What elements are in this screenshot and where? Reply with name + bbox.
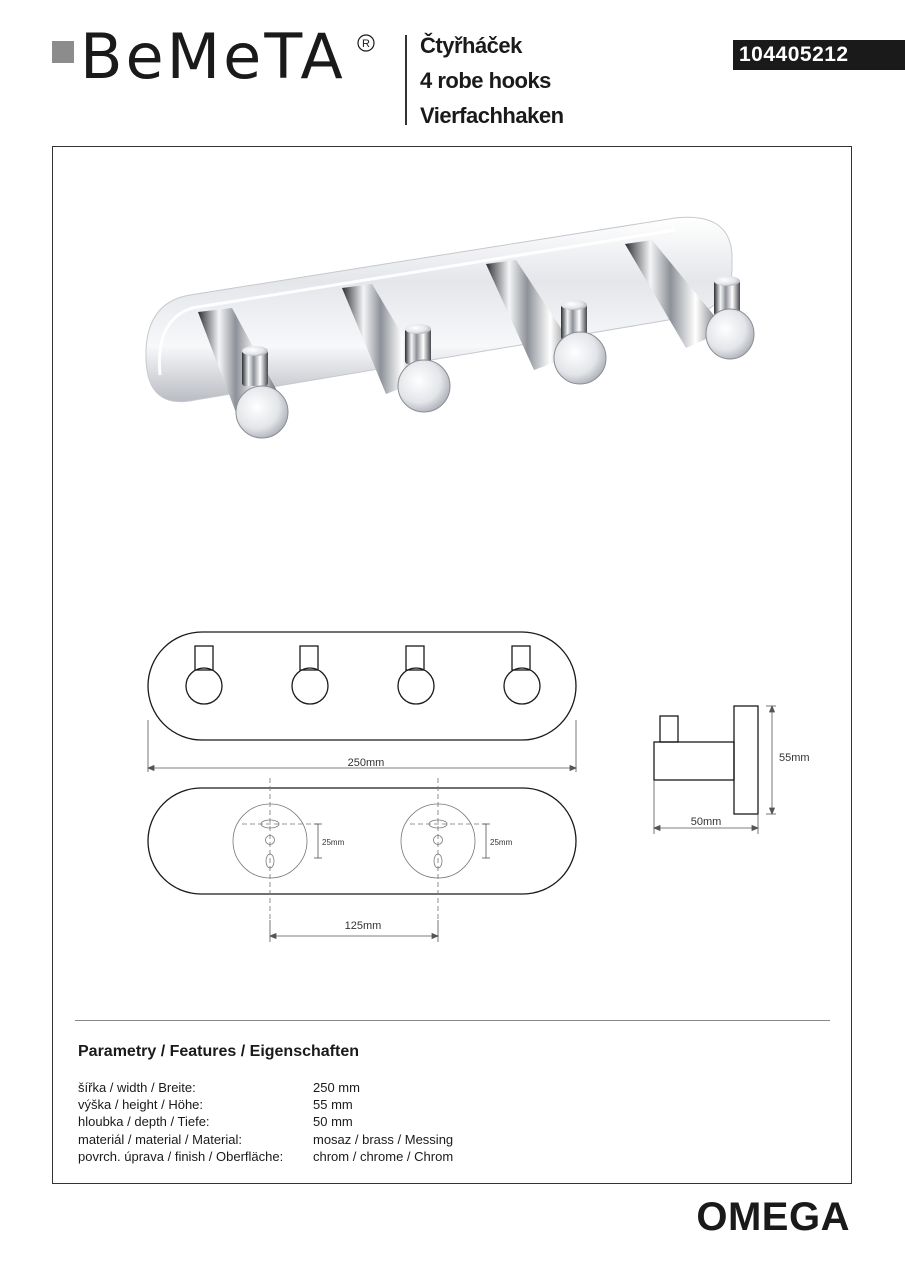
front-view-hooks bbox=[186, 646, 540, 704]
technical-drawing bbox=[130, 620, 830, 950]
mounting-points bbox=[233, 778, 488, 920]
product-title-czech: Čtyřháček bbox=[420, 33, 522, 58]
spec-value: chrom / chrome / Chrom bbox=[313, 1149, 454, 1164]
dim-hole-offset-right: 25mm bbox=[490, 838, 513, 847]
spec-label: šířka / width / Breite: bbox=[78, 1080, 196, 1095]
side-view-arm bbox=[654, 742, 734, 780]
dim-hole-spacing: 125mm bbox=[344, 920, 382, 932]
product-photo bbox=[120, 200, 780, 460]
features-heading: Parametry / Features / Eigenschaften bbox=[78, 1043, 359, 1060]
registered-mark-icon bbox=[357, 34, 375, 52]
spec-value: 55 mm bbox=[313, 1097, 353, 1112]
section-divider bbox=[75, 1020, 830, 1021]
logo-square bbox=[52, 41, 74, 63]
dim-hole-offset-left: 25mm bbox=[322, 838, 345, 847]
dim-depth: 50mm bbox=[690, 816, 722, 828]
side-view-tip bbox=[660, 716, 678, 742]
product-code-badge: 104405212 bbox=[733, 40, 905, 70]
spec-value: mosaz / brass / Messing bbox=[313, 1132, 454, 1147]
spec-label: výška / height / Höhe: bbox=[78, 1097, 204, 1112]
dim-overall-width: 250mm bbox=[347, 757, 385, 769]
spec-value: 250 mm bbox=[313, 1080, 360, 1095]
registered-mark-letter: R bbox=[362, 38, 370, 50]
spec-value: 50 mm bbox=[313, 1114, 353, 1129]
spec-label: hloubka / depth / Tiefe: bbox=[78, 1114, 210, 1129]
header-divider bbox=[405, 35, 407, 125]
spec-label: materiál / material / Material: bbox=[78, 1132, 242, 1147]
brand-logo-text: BeMeTA bbox=[80, 20, 346, 93]
side-view-plate bbox=[734, 706, 758, 814]
product-title-german: Vierfachhaken bbox=[420, 103, 564, 128]
product-title-english: 4 robe hooks bbox=[420, 68, 551, 93]
dim-height: 55mm bbox=[779, 752, 810, 764]
spec-label: povrch. úprava / finish / Oberfläche: bbox=[78, 1149, 284, 1164]
series-name: OMEGA bbox=[696, 1195, 850, 1239]
